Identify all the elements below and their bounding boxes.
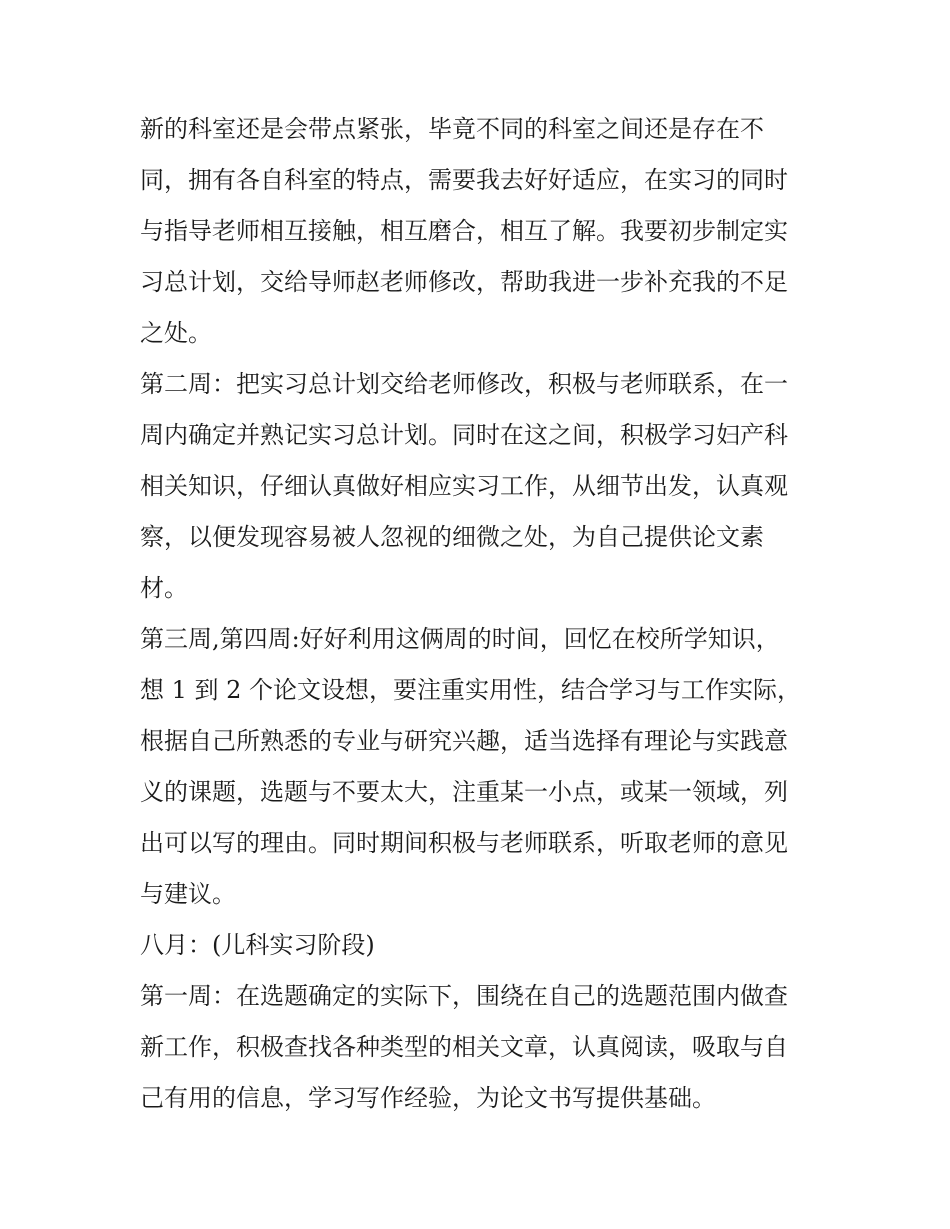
text-line: 想 1 到 2 个论文设想，要注重实用性，结合学习与工作实际， bbox=[140, 676, 802, 704]
text-line: 第一周：在选题确定的实际下，围绕在自己的选题范围内做查 bbox=[140, 982, 788, 1010]
text-line: 与建议。 bbox=[140, 880, 236, 908]
text-line: 八月：(儿科实习阶段) bbox=[140, 931, 375, 959]
text-line: 习总计划，交给导师赵老师修改，帮助我进一步补充我的不足 bbox=[140, 268, 788, 296]
text-line: 周内确定并熟记实习总计划。同时在这之间，积极学习妇产科 bbox=[140, 421, 788, 449]
text-line: 新的科室还是会带点紧张，毕竟不同的科室之间还是存在不 bbox=[140, 115, 764, 143]
paragraph-week-three-four bbox=[140, 614, 820, 920]
text-line: 出可以写的理由。同时期间积极与老师联系，听取老师的意见 bbox=[140, 829, 788, 857]
document-body bbox=[140, 104, 820, 1124]
text-line: 之处。 bbox=[140, 319, 212, 347]
text-line: 同，拥有各自科室的特点，需要我去好好适应，在实习的同时 bbox=[140, 166, 788, 194]
section-heading-august bbox=[140, 920, 820, 971]
text-line: 新工作，积极查找各种类型的相关文章，认真阅读，吸取与自 bbox=[140, 1033, 788, 1061]
text-line: 察，以便发现容易被人忽视的细微之处，为自己提供论文素 bbox=[140, 523, 764, 551]
text-line: 相关知识，仔细认真做好相应实习工作，从细节出发，认真观 bbox=[140, 472, 788, 500]
text-line: 己有用的信息，学习写作经验，为论文书写提供基础。 bbox=[140, 1084, 716, 1112]
text-line: 第二周：把实习总计划交给老师修改，积极与老师联系，在一 bbox=[140, 370, 788, 398]
text-line: 义的课题，选题与不要太大，注重某一小点，或某一领域，列 bbox=[140, 778, 788, 806]
text-line: 第三周,第四周:好好利用这俩周的时间，回忆在校所学知识， bbox=[140, 625, 780, 653]
paragraph-week-two bbox=[140, 359, 820, 614]
text-line: 根据自己所熟悉的专业与研究兴趣，适当选择有理论与实践意 bbox=[140, 727, 788, 755]
text-line: 材。 bbox=[140, 574, 188, 602]
text-line: 与指导老师相互接触，相互磨合，相互了解。我要初步制定实 bbox=[140, 217, 788, 245]
paragraph-intro bbox=[140, 104, 820, 359]
paragraph-week-one bbox=[140, 971, 820, 1124]
